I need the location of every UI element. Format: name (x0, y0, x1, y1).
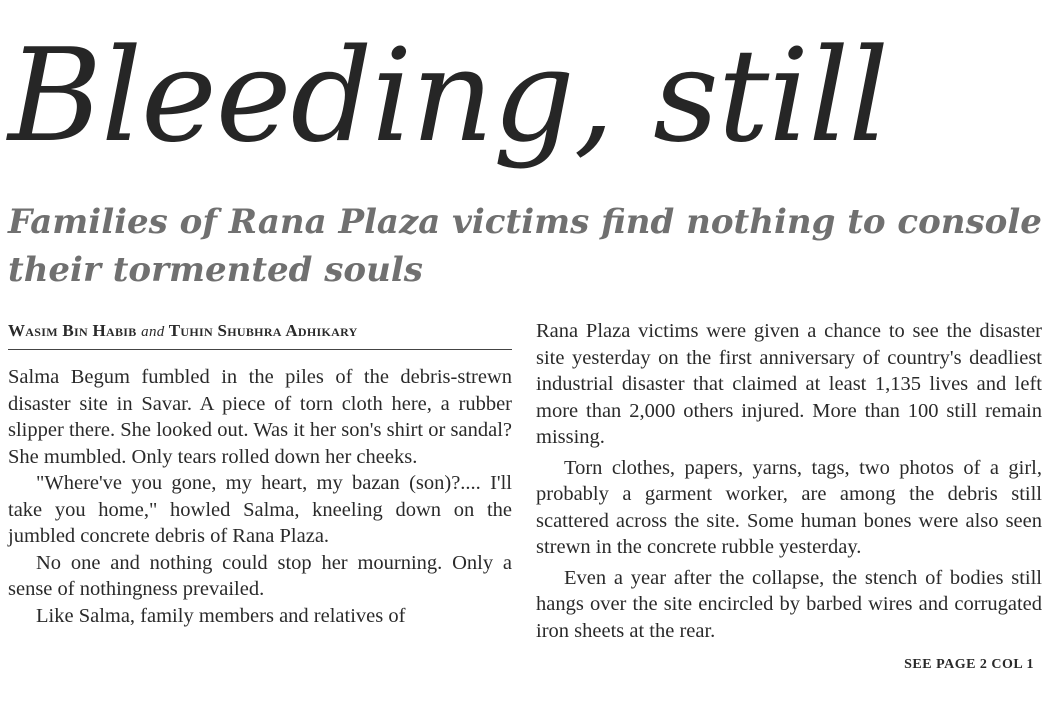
article-column-right (536, 318, 1042, 679)
byline-and: and (141, 324, 165, 340)
byline-author-1: Wasim Bin Habib (8, 321, 137, 340)
paragraph: Rana Plaza victims were given a chance to see the disaster site yesterday on the first anniversary of country's deadliest industrial disaster that claimed at least 1,135 lives and left more than 2,000 others injured. More than 100 still remain missing. (536, 320, 1042, 448)
paragraph: Salma Begum fumbled in the piles of the debris-strewn disaster site in Savar. A piece of torn cloth here, a rubber slipper there. She looked out. Was it her son's shirt or sandal? She mumbled. Only tears rolled down her cheeks. (8, 366, 512, 468)
continued-on-page-label: SEE PAGE 2 COL 1 (904, 657, 1034, 672)
paragraph: No one and nothing could stop her mourning. Only a sense of nothingness prevailed. (8, 551, 512, 600)
byline-author-2: Tuhin Shubhra Adhikary (168, 321, 358, 340)
paragraph: "Where've you gone, my heart, my bazan (son)?.... I'll take you home," howled Salma, kneeling down on the jumbled concrete debris of Rana Plaza. (8, 472, 512, 547)
article-column-left (8, 318, 512, 629)
byline (8, 318, 512, 350)
paragraph: Even a year after the collapse, the stench of bodies still hangs over the site encircled by barbed wires and corrugated iron sheets at the rear. (536, 566, 1042, 642)
headline: Bleeding, still (8, 22, 889, 171)
subheadline: Families of Rana Plaza victims find nothing to console their tormented souls (8, 202, 1042, 290)
paragraph: Torn clothes, papers, yarns, tags, two photos of a girl, probably a garment worker, are among the debris still scattered across the site. Some human bones were also seen strewn in the concrete rubble yesterday. (536, 456, 1042, 558)
paragraph: Like Salma, family members and relatives of (36, 604, 406, 627)
